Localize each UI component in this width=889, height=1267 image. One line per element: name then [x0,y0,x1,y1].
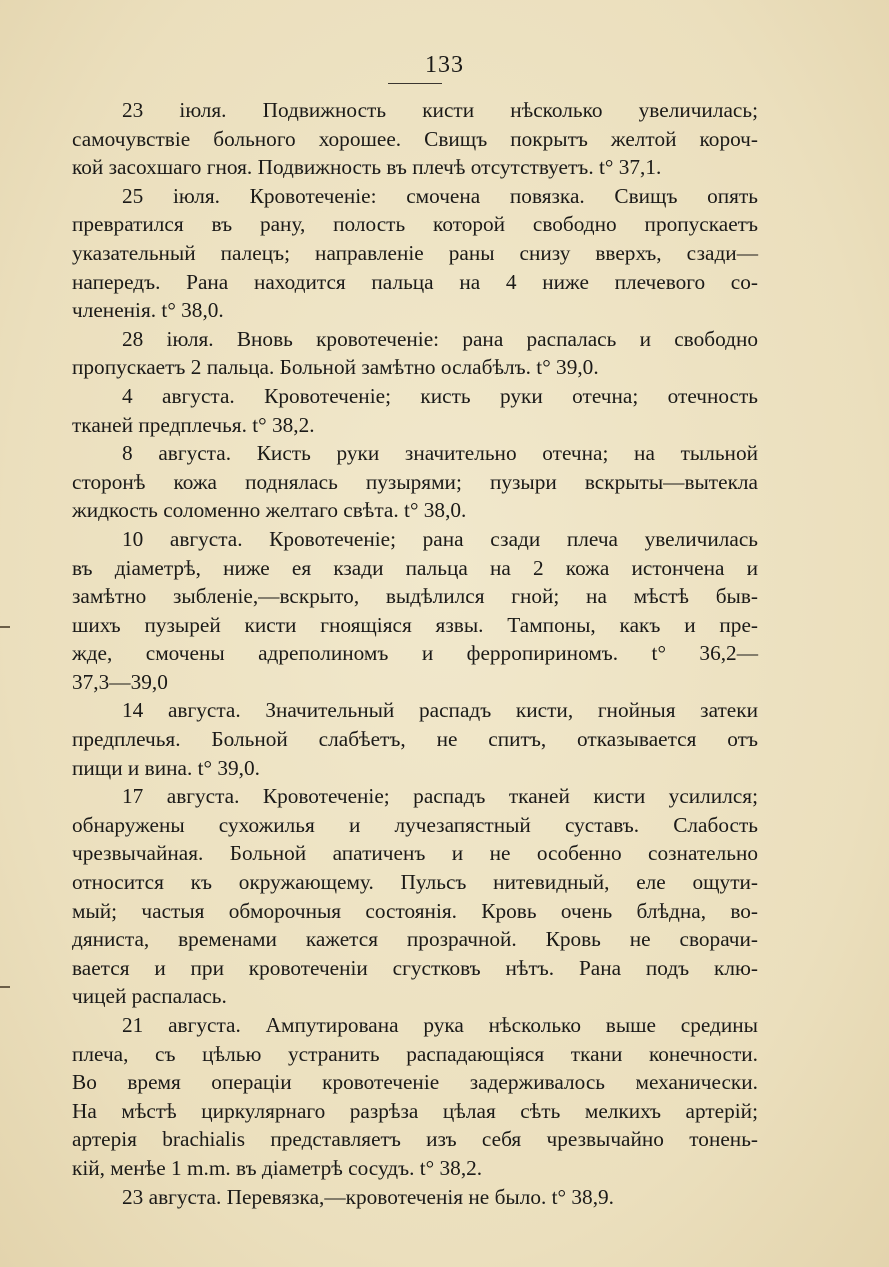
text-line: 17 августа. Кровотеченіе; распадъ тканей кисти усилился; [122,784,758,809]
text-line: мый; частыя обморочныя состоянія. Кровь очень блѣдна, во- [72,898,758,923]
text-line: 28 іюля. Вновь кровотеченіе: рана распалась и свободно [122,326,758,351]
text-line: 23 августа. Перевязка,—кровотеченія не было. t° 38,9. [122,1184,614,1209]
text-line: плеча, съ цѣлью устранить распадающіяся ткани конечности. [72,1041,758,1066]
text-line: относится къ окружающему. Пульсъ нитевидный, еле ощути- [72,870,758,895]
text-line: напередъ. Рана находится пальца на 4 ниже плечевого со- [72,269,758,294]
margin-mark [0,986,10,988]
text-line: самочувствіе больного хорошее. Свищъ покрытъ желтой короч- [72,126,758,151]
text-line: 37,3—39,0 [72,669,168,694]
paragraph [72,696,758,782]
text-line: чрезвычайная. Больной апатиченъ и не особенно сознательно [72,841,758,866]
text-line: 23 іюля. Подвижность кисти нѣсколько увеличилась; [122,98,758,122]
text-line: 4 августа. Кровотеченіе; кисть руки отечна; отечность [122,383,758,408]
text-line: вается и при кровотеченіи сгустковъ нѣтъ. Рана подъ клю- [72,955,758,980]
margin-mark [0,626,10,628]
page-number-rule [388,83,442,84]
text-line: кой засохшаго гноя. Подвижность въ плечѣ отсутствуетъ. t° 37,1. [72,155,662,180]
text-line: шихъ пузырей кисти гноящіяся язвы. Тампоны, какъ и пре- [72,612,758,637]
text-line: жидкость соломенно желтаго свѣта. t° 38,0. [72,498,467,523]
text-line: пищи и вина. t° 39,0. [72,755,260,780]
text-line: 8 августа. Кисть руки значительно отечна; на тыльной [122,441,758,466]
page-body-text [72,96,758,1211]
text-line: пропускаетъ 2 пальца. Больной замѣтно ослабѣлъ. t° 39,0. [72,355,599,380]
text-line: замѣтно зыбленіе,—вскрыто, выдѣлился гной; на мѣстѣ быв- [72,584,758,609]
text-line: 14 августа. Значительный распадъ кисти, гнойныя затеки [122,698,758,723]
paragraph [72,1011,758,1183]
text-line: сторонѣ кожа поднялась пузырями; пузыри вскрыты—вытекла [72,469,758,494]
text-line: 10 августа. Кровотеченіе; рана сзади плеча увеличилась [122,526,758,551]
text-line: жде, смочены адреполиномъ и ферропириномъ. t° 36,2— [72,641,758,666]
paragraph [72,182,758,325]
text-line: На мѣстѣ циркулярнаго разрѣза цѣлая сѣть мелкихъ артерій; [72,1098,758,1123]
paragraph [72,782,758,1011]
text-line: предплечья. Больной слабѣетъ, не спитъ, отказывается отъ [72,727,758,752]
text-line: Во время операціи кровотеченіе задерживалось механически. [72,1070,758,1095]
paragraph [72,1183,758,1212]
text-line: указательный палецъ; направленіе раны снизу вверхъ, сзади— [72,240,758,265]
text-line: 21 августа. Ампутирована рука нѣсколько выше средины [122,1013,758,1037]
paragraph [72,96,758,182]
text-line: превратился въ рану, полость которой свободно пропускаетъ [72,212,758,237]
paragraph [72,325,758,382]
page-number: 133 [425,52,464,78]
text-line: 25 іюля. Кровотеченіе: смочена повязка. Свищъ опять [122,183,758,208]
text-line: чицей распалась. [72,984,227,1009]
paragraph [72,382,758,439]
text-line: дяниста, временами кажется прозрачной. Кровь не сворачи- [72,927,758,952]
text-line: члененія. t° 38,0. [72,298,224,323]
text-line: обнаружены сухожилья и лучезапястный суставъ. Слабость [72,812,758,837]
text-line: кій, менѣе 1 m.m. въ діаметрѣ сосудъ. t° 38,2. [72,1155,483,1180]
text-line: въ діаметрѣ, ниже ея кзади пальца на 2 кожа истончена и [72,555,758,580]
paragraph [72,525,758,697]
text-line: тканей предплечья. t° 38,2. [72,412,315,437]
paragraph [72,439,758,525]
text-line: артерія brachialis представляетъ изъ себя чрезвычайно тонень- [72,1127,758,1152]
